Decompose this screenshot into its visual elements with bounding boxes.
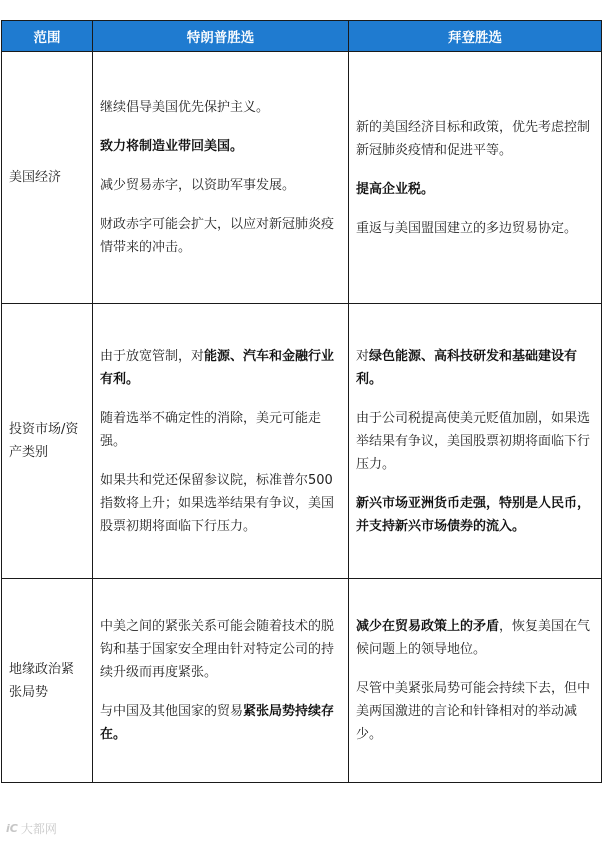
header-row — [2, 21, 602, 52]
cell-paragraph — [100, 174, 339, 197]
bold-text: 能源、汽车和金融行业有利。 — [100, 348, 335, 387]
cell-paragraph — [100, 469, 339, 538]
text-run: 与中国及其他国家的贸易 — [100, 704, 244, 719]
text-run: 减少贸易赤字，以资助军事发展。 — [100, 178, 296, 193]
cell-paragraph — [100, 345, 339, 391]
biden-cell — [349, 52, 602, 304]
cell-paragraph — [356, 116, 592, 162]
bold-text: 紧张局势持续存在。 — [100, 704, 335, 742]
cell-paragraph — [100, 96, 339, 119]
cell-paragraph — [356, 178, 592, 201]
cell-paragraph — [100, 135, 339, 158]
cell-paragraph — [100, 407, 339, 453]
row-category: 地缘政治紧张局势 — [2, 579, 93, 783]
text-run: 尽管中美紧张局势可能会持续下去，但中美两国激进的言论和针锋相对的举动减少。 — [356, 681, 591, 742]
table-row — [2, 304, 602, 579]
trump-cell — [93, 579, 349, 783]
header-scope: 范围 — [2, 21, 93, 52]
cell-paragraph — [356, 345, 592, 391]
watermark — [6, 820, 57, 837]
text-run: 对 — [356, 348, 370, 364]
header-biden-win: 拜登胜选 — [349, 21, 602, 52]
cell-paragraph — [100, 700, 339, 746]
cell-paragraph — [100, 615, 339, 684]
comparison-table — [1, 20, 602, 783]
text-run: 随着选举不确定性的消除，美元可能走强。 — [100, 410, 322, 449]
text-run: 新的美国经济目标和政策，优先考虑控制新冠肺炎疫情和促进平等。 — [356, 119, 591, 158]
text-run: 财政赤字可能会扩大，以应对新冠肺炎疫情带来的冲击。 — [100, 217, 335, 255]
text-run: 中美之间的紧张关系可能会随着技术的脱钩和基于国家安全理由针对特定公司的持续升级而再度紧张。 — [100, 619, 335, 680]
header-trump-win: 特朗普胜选 — [93, 21, 349, 52]
text-run: 如果共和党还保留参议院，标准普尔500 指数将上升；如果选举结果有争议，美国股票初期将面临下行压力。 — [100, 472, 335, 534]
cell-paragraph — [100, 213, 339, 259]
bold-text: 新兴市场亚洲货币走强，特别是人民币，并支持新兴市场债券的流入。 — [356, 495, 591, 534]
cell-paragraph — [356, 407, 592, 476]
biden-cell — [349, 579, 602, 783]
text-run: 由于公司税提高使美元贬值加剧，如果选举结果有争议，美国股票初期将面临下行压力。 — [356, 410, 591, 472]
text-run: 由于放宽管制，对 — [100, 348, 205, 364]
trump-cell — [93, 304, 349, 579]
cell-paragraph — [356, 492, 592, 538]
watermark-logo: iC — [6, 822, 18, 835]
biden-cell — [349, 304, 602, 579]
row-category: 美国经济 — [2, 52, 93, 304]
bold-text: 绿色能源、高科技研发和基础建设有利。 — [356, 348, 578, 387]
trump-cell — [93, 52, 349, 304]
cell-paragraph — [356, 677, 592, 746]
cell-paragraph — [356, 217, 592, 240]
bold-text: 提高企业税。 — [356, 181, 435, 197]
cell-paragraph — [356, 615, 592, 661]
watermark-text: 大都网 — [20, 822, 57, 836]
table-row — [2, 52, 602, 304]
table-row — [2, 579, 602, 783]
row-category: 投资市场/资产类别 — [2, 304, 93, 579]
text-run: ，恢复美国在气候问题上的领导地位。 — [356, 619, 591, 657]
bold-text: 减少在贸易政策上的矛盾 — [356, 619, 500, 634]
text-run: 重返与美国盟国建立的多边贸易协定。 — [356, 220, 578, 236]
bold-text: 致力将制造业带回美国。 — [100, 139, 244, 154]
text-run: 继续倡导美国优先保护主义。 — [100, 100, 270, 115]
